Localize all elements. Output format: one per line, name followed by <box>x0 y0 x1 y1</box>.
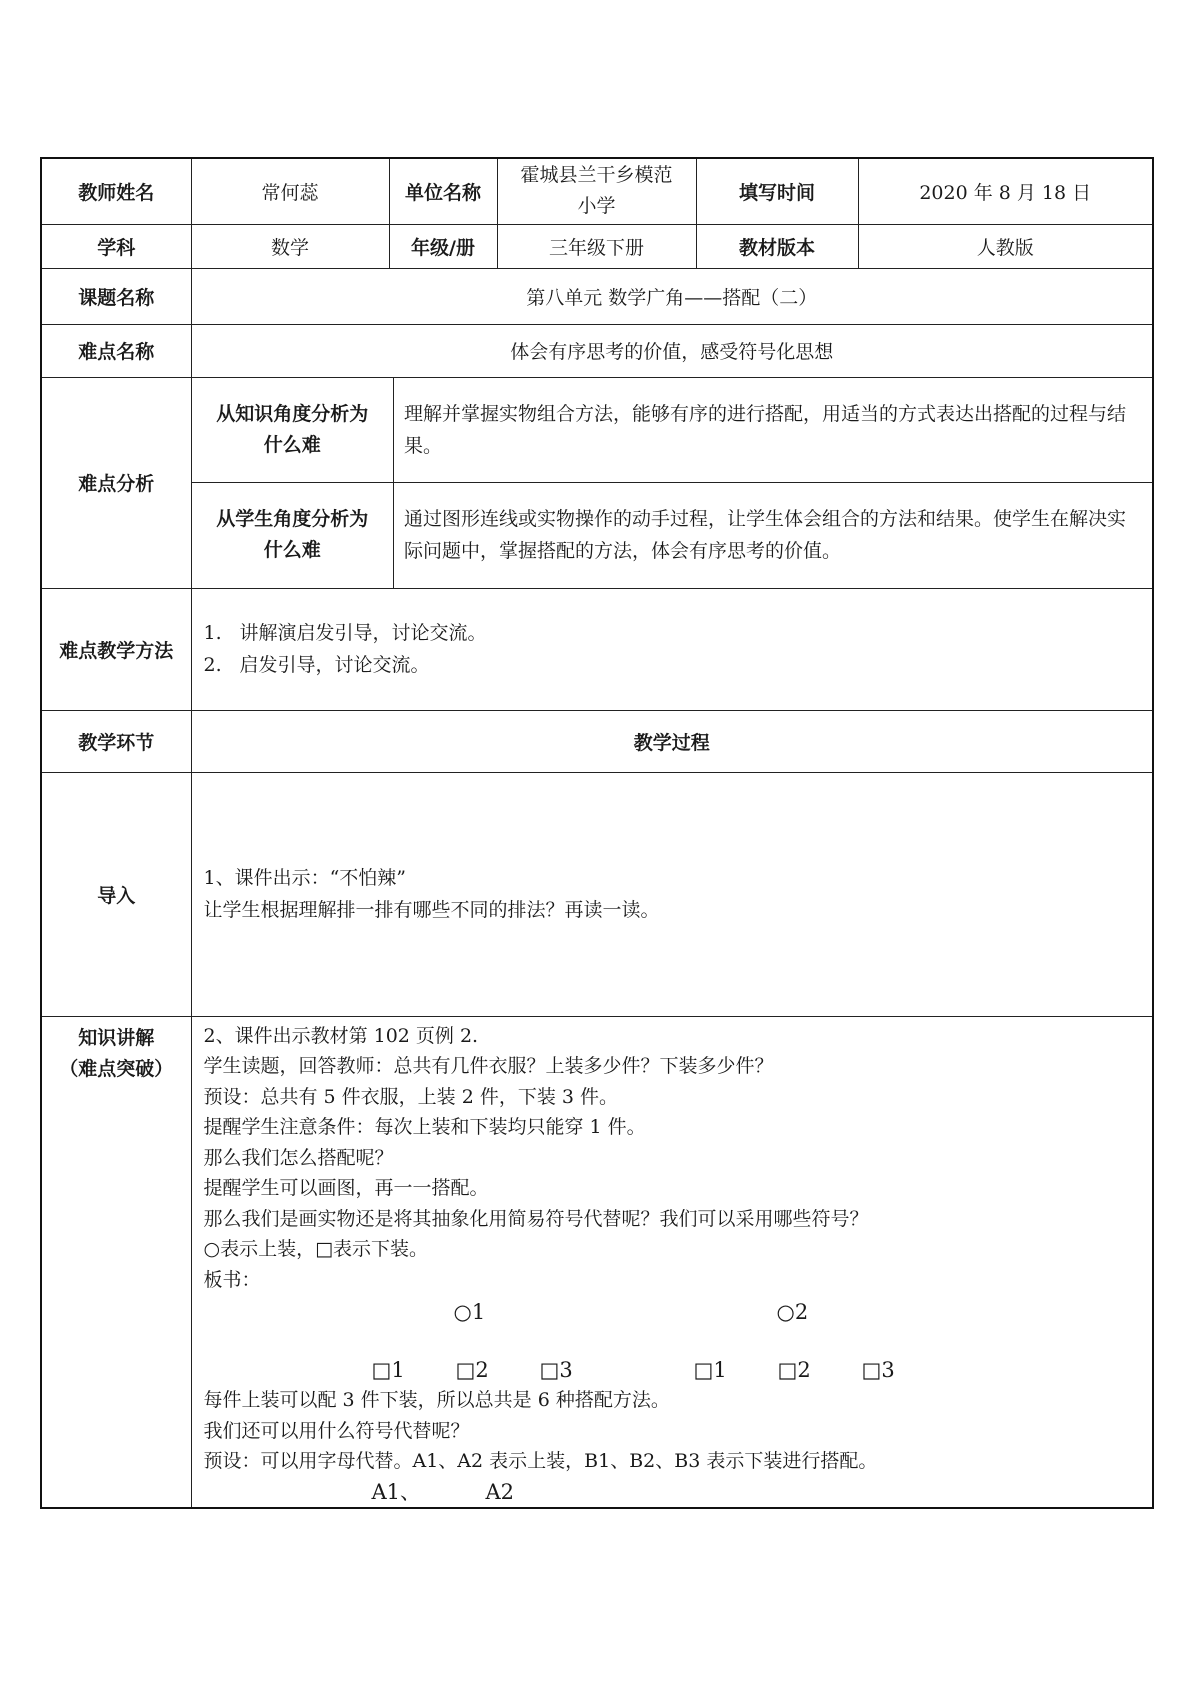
knowledge-line-2: 学生读题，回答教师：总共有几件衣服？上装多少件？下装多少件？ <box>203 1055 774 1077</box>
date-value: 2020 年 8 月 18 日 <box>858 158 1153 224</box>
knowledge-analysis-label-line1: 从知识角度分析为 <box>216 402 369 425</box>
intro-line-2: 让学生根据理解排一排有哪些不同的排法？再读一读。 <box>203 899 660 921</box>
subject-label: 学科 <box>41 224 191 268</box>
difficulty-label: 难点名称 <box>41 324 191 377</box>
intro-content <box>191 772 1153 1016</box>
methods-item-1-num: 1. <box>203 622 222 644</box>
student-analysis-label-line2: 什么难 <box>263 539 321 562</box>
teacher-value: 常何蕊 <box>191 158 389 224</box>
info-row-1 <box>41 158 1153 224</box>
info-row-2 <box>41 224 1153 268</box>
knowledge-content <box>191 1016 1153 1508</box>
intro-row <box>41 772 1153 1016</box>
edition-label: 教材版本 <box>696 224 858 268</box>
diagram-bottom-5: □2 <box>777 1358 811 1382</box>
intro-line-1: 1、课件出示：“不怕辣” <box>203 867 407 889</box>
knowledge-row <box>41 1016 1153 1508</box>
student-analysis-label <box>192 483 394 588</box>
lesson-plan-sheet <box>40 157 1152 1509</box>
analysis-label: 难点分析 <box>41 377 191 588</box>
analysis-row <box>41 377 1153 588</box>
diagram-bottom-2: □2 <box>455 1358 489 1382</box>
diagram-top-1: ○1 <box>453 1300 486 1324</box>
topic-label: 课题名称 <box>41 268 191 324</box>
letter-a2: A2 <box>485 1479 515 1504</box>
unit-value-line1: 霍城县兰干乡模范 <box>520 164 673 187</box>
difficulty-value: 体会有序思考的价值，感受符号化思想 <box>191 324 1153 377</box>
diagram-bottom-4: □1 <box>693 1358 727 1382</box>
diagram-top-2: ○2 <box>776 1300 809 1324</box>
knowledge-line-3: 预设：总共有 5 件衣服，上装 2 件，下装 3 件。 <box>203 1085 619 1108</box>
topic-row <box>41 268 1153 324</box>
methods-row <box>41 588 1153 710</box>
methods-label: 难点教学方法 <box>41 588 191 710</box>
knowledge-analysis-label <box>192 378 394 483</box>
diagram-bottom-6: □3 <box>861 1358 895 1382</box>
letter-diagram <box>204 1477 1141 1507</box>
knowledge-label-line2: （难点突破） <box>59 1057 174 1080</box>
methods-item-1-text: 讲解演启发引导，讨论交流。 <box>239 622 487 644</box>
difficulty-row <box>41 324 1153 377</box>
topic-value: 第八单元 数学广角——搭配（二） <box>191 268 1153 324</box>
knowledge-after-line-2: 我们还可以用什么符号代替呢？ <box>203 1419 470 1442</box>
grade-label: 年级/册 <box>389 224 497 268</box>
methods-item-2 <box>204 649 1141 681</box>
subject-value: 数学 <box>191 224 389 268</box>
knowledge-line-4: 提醒学生注意条件：每次上装和下装均只能穿 1 件。 <box>203 1116 646 1138</box>
methods-item-2-num: 2. <box>203 654 222 676</box>
diagram-bottom-3: □3 <box>539 1358 573 1382</box>
knowledge-label <box>41 1016 191 1508</box>
unit-value <box>497 158 696 224</box>
analysis-cell <box>191 377 1153 588</box>
diagram-bottom-1: □1 <box>371 1358 405 1382</box>
knowledge-analysis-row <box>192 378 1153 483</box>
knowledge-after-line-1: 每件上装可以配 3 件下装，所以总共是 6 种搭配方法。 <box>203 1389 670 1411</box>
knowledge-line-8: ○表示上装，□表示下装。 <box>203 1238 429 1260</box>
student-analysis-label-line1: 从学生角度分析为 <box>216 508 369 531</box>
knowledge-line-7: 那么我们是画实物还是将其抽象化用简易符号代替呢？我们可以采用哪些符号？ <box>203 1207 869 1230</box>
edition-value: 人教版 <box>858 224 1153 268</box>
knowledge-after-line-3: 预设：可以用字母代替。A1、A2 表示上装，B1、B2、B3 表示下装进行搭配。 <box>203 1450 878 1472</box>
student-analysis-value: 通过图形连线或实物操作的动手过程，让学生体会组合的方法和结果。使学生在解决实际问题中，掌握搭配的方法，体会有序思考的价值。 <box>404 508 1127 563</box>
knowledge-line-1: 2、课件出示教材第 102 页例 2. <box>203 1024 479 1047</box>
letter-a1: A1、 <box>371 1479 422 1504</box>
methods-item-2-text: 启发引导，讨论交流。 <box>239 654 430 676</box>
student-analysis-row <box>192 483 1153 588</box>
process-header-row <box>41 710 1153 772</box>
knowledge-line-9: 板书： <box>203 1268 261 1291</box>
unit-value-line2: 小学 <box>577 195 616 218</box>
knowledge-label-line1: 知识讲解 <box>78 1026 155 1049</box>
intro-label: 导入 <box>41 772 191 1016</box>
analysis-inner-table <box>192 378 1153 588</box>
teacher-label: 教师姓名 <box>41 158 191 224</box>
board-diagram <box>204 1295 1141 1385</box>
lesson-plan-table <box>40 157 1154 1509</box>
process-header: 教学过程 <box>191 710 1153 772</box>
knowledge-line-5: 那么我们怎么搭配呢？ <box>203 1146 394 1169</box>
date-label: 填写时间 <box>696 158 858 224</box>
stage-header: 教学环节 <box>41 710 191 772</box>
knowledge-analysis-value: 理解并掌握实物组合方法，能够有序的进行搭配，用适当的方式表达出搭配的过程与结果。 <box>394 378 1153 483</box>
grade-value: 三年级下册 <box>497 224 696 268</box>
unit-label: 单位名称 <box>389 158 497 224</box>
methods-list <box>191 588 1153 710</box>
knowledge-line-6: 提醒学生可以画图，再一一搭配。 <box>203 1177 489 1199</box>
methods-item-1 <box>204 617 1141 649</box>
knowledge-analysis-label-line2: 什么难 <box>263 433 321 456</box>
